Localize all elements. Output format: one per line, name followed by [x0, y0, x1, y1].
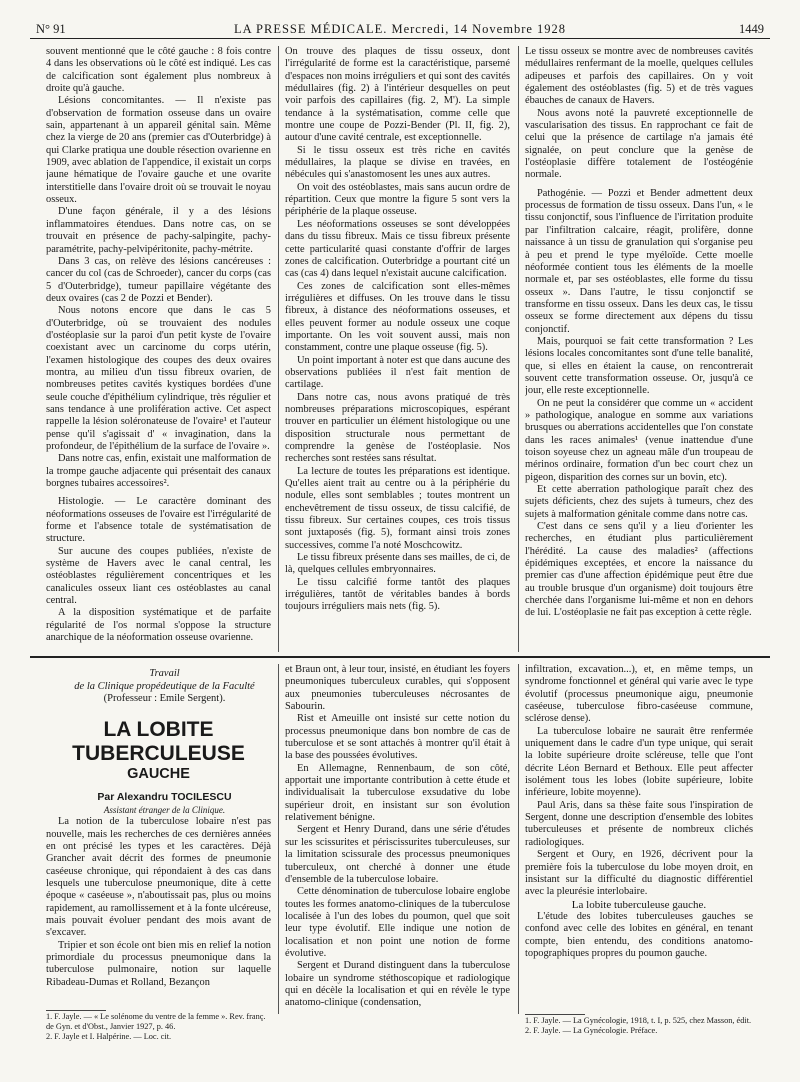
top-column-2 [285, 46, 510, 652]
paragraph: Un point important à noter est que dans aucune des observations publiées il n'est fait mention de cartilage. [285, 354, 510, 391]
paragraph: Dans notre cas, enfin, existait une malformation de la trompe gauche adjacente qui présentait des canaux borgnes tubaires accessoires². [46, 453, 271, 490]
section-divider [30, 656, 770, 658]
article-column-2 [285, 664, 510, 1008]
paragraph: La lecture de toutes les préparations est identique. Qu'elles aient trait au centre ou à la périphérie du nodule, elles sont semblables ; toutes montrent un enchevêtrement de tissu osseux, de tissu calcifié, de tissu fibreux. Sur certaines coupes, ces trois tissus sont juxtaposés (fig. 5), formant ainsi trois zones successives, comme l'a noté Moschcowitz. [285, 465, 510, 551]
paragraph: Le tissu fibreux présente dans ses mailles, de ci, de là, quelques cellules embryonnaires. [285, 552, 510, 576]
paragraph: Cette dénomination de tuberculose lobaire englobe toutes les formes anatomo-cliniques de la tuberculose localisée à l'un des lobes du poumon, quel que soit leur type évolutif. Elle indique une notion de localisation et non point une notion de forme évolutive. [285, 886, 510, 959]
paragraph: Nous avons noté la pauvreté exceptionnelle de vascularisation des tissus. En rapprochant ce fait de celui que la présence de cartilage n'a jamais été signalée, on peut conclure que la genèse de l'ostéoplasie diffère totalement de l'ostéogénie normale. [525, 107, 753, 181]
paragraph: D'une façon générale, il y a des lésions inflammatoires étendues. Dans notre cas, on se trouvait en présence de pachy-salpingite, pachy-paramétrite, pachy-pelvipéritonite, pachy-métrite. [46, 206, 271, 255]
article-column-1 [46, 668, 271, 1008]
paragraph: Mais, pourquoi se fait cette transformation ? Les lésions locales concomitantes sont d'une telle banalité, que, si elles en étaient la cause, on rencontrerait souvent cette transformation osseuse. Or, jusqu'à ce jour, elle reste exceptionnelle. [525, 335, 753, 397]
paragraph: Lésions concomitantes. — Il n'existe pas d'observation de formation osseuse dans un ovaire sain, appartenant à un appareil génital sain. Même chez la vierge de 20 ans (premier cas d'Outerbridge) à qui Clarke pratiqua une double résection ovarienne en 1909, avec ablation de l'appendice, il existait un corps jaune hématique de l'ovaire gauche et une ovarite interstitielle dans l'ovaire droit où se trouvait le noyau osseux. [46, 95, 271, 206]
footnote-rule [46, 1010, 106, 1011]
paragraph: et Braun ont, à leur tour, insisté, en étudiant les foyers pneumoniques tuberculeux curables, qui s'opposent aux pneumonies tuberculeuses nécrosantes de Sabourin. [285, 664, 510, 713]
paragraph: La tuberculose lobaire ne saurait être renfermée uniquement dans le cadre d'un type unique, qui serait la lobite supérieure droite scléreuse, telle que l'ont décrite Léon Bernard et Bethoux. Elle peut affecter isolément tous les lobes (lobite supérieure, lobite inférieure, lobite moyenne). [525, 725, 753, 799]
footnote: 2. F. Jayle et I. Halpérine. — Loc. cit. [46, 1032, 172, 1041]
paragraph: Ces zones de calcification sont elles-mêmes irrégulières et diffuses. On les trouve dans le tissu fibreux, à distance des néoformations osseuses, et elles peuvent former au nodule osseux une coque importante. On les voit souvent aussi, mais non constamment, contre une plaque osseuse (fig. 5). [285, 280, 510, 354]
travail-label: Travail [149, 668, 180, 679]
paragraph: Histologie. — Le caractère dominant des néoformations osseuses de l'ovaire est l'irrégularité de forme et l'absence totale de systématisation de structure. [46, 496, 271, 545]
footnote: 1. F. Jayle. — « Le solénome du ventre de la femme ». Rev. franç. de Gyn. et d'Obst., Janvier 1927, p. 46. [46, 1012, 266, 1031]
paragraph: Dans notre cas, nous avons pratiqué de très nombreuses préparations microscopiques, espérant trouver en particulier un élément histologique ou une disposition structurale nous permettant de comprendre la genèse de l'ostéoplasie. Nos recherches sont restées sans résultat. [285, 391, 510, 465]
paragraph: Sur aucune des coupes publiées, n'existe de système de Havers avec le canal central, les ostéoblastes régulièrement concentriques et les canalicules osseux liant ces ostéoblastes au canal central. [46, 545, 271, 607]
author-line: Par Alexandru TOCILESCU [97, 790, 232, 803]
section-heading: La lobite tuberculeuse gauche. [571, 898, 707, 911]
paragraph: On trouve des plaques de tissu osseux, dont l'irrégularité de forme est la caractéristique, parsemé d'espaces non moins irréguliers et qui sont des cavités médullaires (fig. 2) à l'intérieur desquelles on peut voir parfois des capillaires (fig. 2, M'). La simple tendance à la systématisation, comme celle que montre une coupe de Pozzi-Bender (Pl. II, fig. 2), autour d'une cavité centrale, est exceptionnelle. [285, 46, 510, 144]
paragraph: En Allemagne, Rennenbaum, de son côté, apportait une importante contribution à cette étude et individualisait la tuberculose exsudative du lobe supérieur droit, en insistant sur son évolution relativement bénigne. [285, 762, 510, 824]
paragraph: Sergent et Oury, en 1926, décrivent pour la première fois la tuberculose du lobe moyen droit, en insistant sur la difficulté du diagnostic différentiel avec la pleurésie interlobaire. [525, 849, 753, 898]
column-rule [278, 664, 279, 1014]
paragraph: L'étude des lobites tuberculeuses gauches se confond avec celle des lobites en général, en tenant compte, bien entendu, des conditions anatomo-topographiques propres du poumon gauche. [525, 910, 753, 959]
footnote: 1. F. Jayle. — La Gynécologie, 1918, t. I, p. 525, chez Masson, édit. [525, 1016, 752, 1025]
paragraph: A la disposition systématique et de parfaite régularité de l'os normal s'oppose la structure anarchique de la néoformation osseuse ovarienne. [46, 607, 271, 644]
paragraph: Pathogénie. — Pozzi et Bender admettent deux processus de formation de tissu osseux. Dans l'un, « le tissu conjonctif, sous l'influence de l'irritation produite par l'infiltration calcaire, réagit, prolifère, donne naissance à un tissu de granulation qui s'organise peu à peu et prend le type myéloïde. Cette moelle néoformée contient tous les éléments de la moelle normale et, par ses ostéoblastes, elle forme du tissu osseux ». Dans l'autre, le tissu conjonctif se transforme en tissu osseux. Dans les deux cas, le tissu osseux se forme directement aux dépens du tissu conjonctif. [525, 187, 753, 335]
paragraph: Dans 3 cas, on relève des lésions cancéreuses : cancer du col (cas de Schroeder), cancer du corps (cas 5 d'Outerbridge), tumeur papillaire végétante des deux ovaires (cas 2 de Pozzi et Bender). [46, 255, 271, 304]
article-subtitle: GAUCHE [127, 765, 190, 782]
paragraph: Tripier et son école ont bien mis en relief la notion primordiale du processus pneumonique dans la tuberculose pulmonaire, notion sur laquelle Ribadeau-Dumas et Rolland, Bezançon [46, 939, 271, 988]
top-column-3 [525, 46, 753, 652]
article-column-3 [525, 664, 753, 1019]
footnotes-right [525, 1016, 753, 1036]
paragraph: Les néoformations osseuses se sont développées dans du tissu fibreux. Mais ce tissu fibreux présente cette particularité quasi constante d'offrir de larges zones de calcification. Outerbridge a pourtant cité un cas (cas 4) dans lequel n'existait aucune calcification. [285, 218, 510, 280]
masthead-title: LA PRESSE MÉDICALE. Mercredi, 14 Novembre 1928 [233, 22, 567, 36]
column-rule [278, 46, 279, 652]
paragraph: souvent mentionné que le côté gauche : 8 fois contre 4 dans les observations où le côté est indiqué. Les cas de calcification sont également plus nombreux à droite qu'à gauche. [46, 46, 271, 95]
top-column-1 [46, 46, 271, 652]
page-number: 1449 [739, 22, 764, 36]
author-affiliation: Assistant étranger de la Clinique. [103, 804, 226, 815]
clinic-line: de la Clinique propédeutique de la Faculté [74, 680, 255, 692]
paragraph: La notion de la tuberculose lobaire n'est pas nouvelle, mais les recherches de ces dernières années en ont précisé les types et les caractères. Déjà Grancher avait décrit des formes de pneumonie caséeuse chronique, qui répondaient à des cas dans lesquels une tuberculose pneumonique, dite à cette époque « caséeuse », n'aboutissait pas, plus ou moins rapidement, au ramollissement et à la fonte ulcéreuse, mais pouvait évoluer pendant des mois avant de s'excaver. [46, 816, 271, 939]
footnote-rule [525, 1014, 585, 1015]
paragraph: Paul Aris, dans sa thèse faite sous l'inspiration de Sergent, donne une description d'ensemble des lobites tuberculeuses et présente de nombreux clichés radiologiques. [525, 799, 753, 848]
paragraph: Et cette aberration pathologique paraît chez des sujets déficients, chez des sujets à tumeurs, chez des sujets à malformation génitale comme dans notre cas. [525, 484, 753, 520]
column-rule [518, 46, 519, 652]
paragraph: On voit des ostéoblastes, mais sans aucun ordre de répartition. Ceux que montre la figure 5 sont vers la périphérie de la plaque osseuse. [285, 181, 510, 218]
paragraph: On ne peut la considérer que comme un « accident » pathologique, analogue en somme aux variations brusques ou aberrations accidentelles que l'on constate dans les races animales¹ (venue inattendue d'une toison soyeuse chez un agneau mâle d'un troupeau de mérinos ordinaire, formation d'un bec court chez un pigeon, disparition des cornes sur un bovin, etc). [525, 397, 753, 483]
paragraph: Sergent et Henry Durand, dans une série d'études sur les scissurites et périscissurites tuberculeuses, sur la limitation scissurale des processus pneumoniques tuberculeux, ont cherché à donner une étude d'ensemble de la tuberculose lobaire. [285, 824, 510, 885]
paragraph: C'est dans ce sens qu'il y a lieu d'orienter les recherches, en étudiant plus particulièrement l'hérédité. La cause des maladies² (affections épidémiques exceptées, et encore la naissance du premier cas d'une affection épidémique peut être due au trouble brusque d'un organisme) doit toujours être cherchée dans l'organisme lui-même et non en dehors de lui. L'ostéoplasie ne fait pas exception à cette règle. [525, 521, 753, 619]
column-rule [518, 664, 519, 1014]
article-title: LA LOBITE TUBERCULEUSE [72, 717, 245, 765]
paragraph: infiltration, excavation...), et, en même temps, un syndrome fonctionnel et général qui varie avec le type évolutif (processus pneumonique aigu, pneumonie caséeuse, tuberculose fibro-caséeuse commune, sclérose dense). [525, 664, 753, 725]
footnote: 2. F. Jayle. — La Gynécologie. Préface. [525, 1026, 658, 1035]
issue-number: N° 91 [36, 22, 66, 36]
paragraph: Le tissu osseux se montre avec de nombreuses cavités médullaires renfermant de la moelle, quelques cellules adipeuses et parfois des capillaires. On y voit également des ostéoblastes (fig. 5) et de très vagues ébauches de canaux de Havers. [525, 46, 753, 107]
page-header [30, 22, 770, 39]
paragraph: Nous notons encore que dans le cas 5 d'Outerbridge, où se trouvaient des nodules d'ostéoplasie sur la paroi d'un petit kyste de l'ovaire coexistant avec un carcinome du corps utérin, l'examen histologique des coupes des deux ovaires montra, au milieu d'un tissu fibreux ovarien, de nombreuses petites cavités kystiques bordées d'une seule couche d'épithélium cylindrique, très régulier et sans tendance à une prolifération active. Cet aspect rappelle la lésion soléronateuse de l'ovaire¹ et l'auteur pense qu'il s'agissait d' « invagination, dans la profondeur, de l'épithélium de la surface de l'ovaire ». [46, 305, 271, 452]
paragraph: Rist et Ameuille ont insisté sur cette notion du processus pneumonique dans bon nombre de cas de tuberculose et se sont attachés à montrer qu'il était à la base des poussées évolutives. [285, 713, 510, 762]
footnotes-left [46, 1012, 271, 1042]
professor-line: (Professeur : Emile Sergent). [103, 693, 226, 704]
paragraph: Le tissu calcifié forme tantôt des plaques irrégulières, tantôt de véritables bandes à bords toujours irréguliers mais nets (fig. 5). [285, 576, 510, 613]
paragraph: Si le tissu osseux est très riche en cavités médullaires, la plaque se divise en travées, en nébécules qui s'anastomosent les unes aux autres. [285, 144, 510, 181]
paragraph: Sergent et Durand distinguent dans la tuberculose lobaire un syndrome stéthoscopique et radiologique qui en décèle la localisation et qui en révèle le type anatomo-clinique (condensation, [285, 960, 510, 1008]
